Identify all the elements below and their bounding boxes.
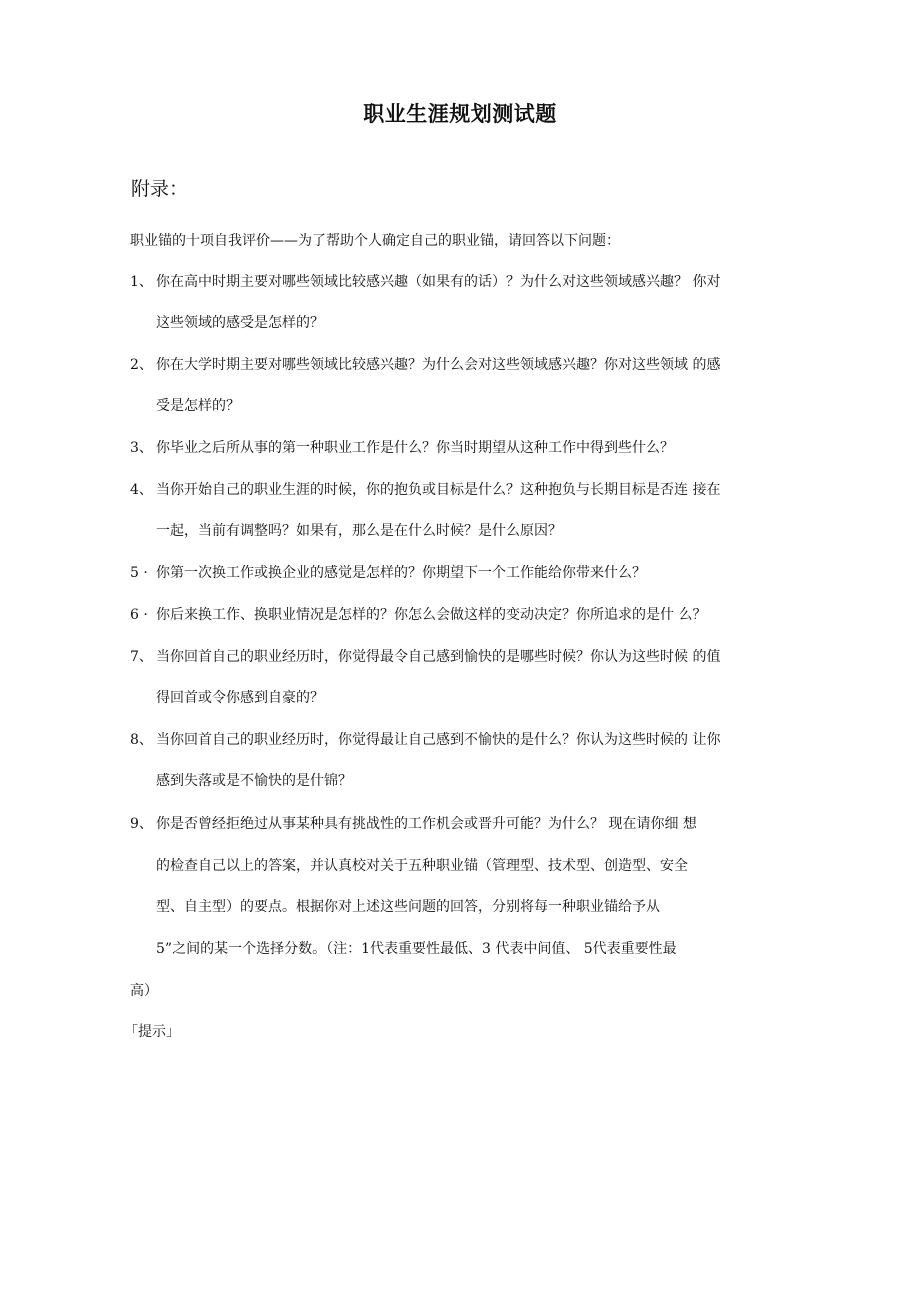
question-number: 6 · <box>130 607 148 623</box>
question-number: 7、 <box>130 649 153 665</box>
question-number: 2、 <box>130 357 153 373</box>
trailing-line: 高） <box>130 983 158 999</box>
question-text-line: 当你开始自己的职业生涯的时候，你的抱负或目标是什么？这种抱负与长期目标是否连 接在 <box>156 482 721 498</box>
question-text-line: 你毕业之后所从事的第一种职业工作是什么？你当时期望从这种工作中得到些什么？ <box>156 440 674 456</box>
question-text-line: 当你回首自己的职业经历时，你觉得最令自己感到愉快的是哪些时候？你认为这些时候 的值 <box>156 649 721 665</box>
question-number: 5 · <box>130 565 148 581</box>
question-text-line: 你在高中时期主要对哪些领域比较感兴趣（如果有的话）？为什么对这些领域感兴趣？ 你对 <box>156 274 721 290</box>
question-text-line: 一起，当前有调整吗？如果有，那么是在什么时候？是什么原因？ <box>156 523 562 539</box>
question-text-line: 这些领域的感受是怎样的？ <box>156 315 324 331</box>
question-text-line: 5”之间的某一个选择分数。（注：1代表重要性最低、3 代表中间值、 5代表重要性最 <box>156 941 677 957</box>
question-text-line: 感到失落或是不愉快的是什锦？ <box>156 773 352 789</box>
page-title: 职业生涯规划测试题 <box>363 102 557 126</box>
question-text-line: 的检查自己以上的答案，并认真校对关于五种职业锚（管理型、技术型、创造型、安全 <box>156 858 688 874</box>
question-number: 8、 <box>130 732 153 748</box>
question-text-line: 你第一次换工作或换企业的感觉是怎样的？你期望下一个工作能给你带来什么？ <box>156 565 646 581</box>
hint-label: 「提示」 <box>124 1024 180 1040</box>
question-text-line: 当你回首自己的职业经历时，你觉得最让自己感到不愉快的是什么？你认为这些时候的 让你 <box>156 732 721 748</box>
question-number: 3、 <box>130 440 153 456</box>
question-number: 4、 <box>130 482 153 498</box>
question-text-line: 受是怎样的？ <box>156 398 240 414</box>
question-number: 1、 <box>130 274 153 290</box>
question-text-line: 得回首或令你感到自豪的？ <box>156 690 324 706</box>
question-text-line: 型、自主型）的要点。根据你对上述这些问题的回答，分别将每一种职业锚给予从 <box>156 899 660 915</box>
question-number: 9、 <box>130 816 153 832</box>
question-text-line: 你后来换工作、换职业情况是怎样的？你怎么会做这样的变动决定？你所追求的是什 么？ <box>156 607 707 623</box>
question-text-line: 你是否曾经拒绝过从事某种具有挑战性的工作机会或晋升可能？为什么？ 现在请你细 想 <box>156 816 697 832</box>
appendix-heading: 附录： <box>131 178 189 200</box>
intro-paragraph: 职业锚的十项自我评价——为了帮助个人确定自己的职业锚，请回答以下问题： <box>130 233 620 249</box>
question-text-line: 你在大学时期主要对哪些领域比较感兴趣？为什么会对这些领域感兴趣？你对这些领域 的感 <box>156 357 721 373</box>
